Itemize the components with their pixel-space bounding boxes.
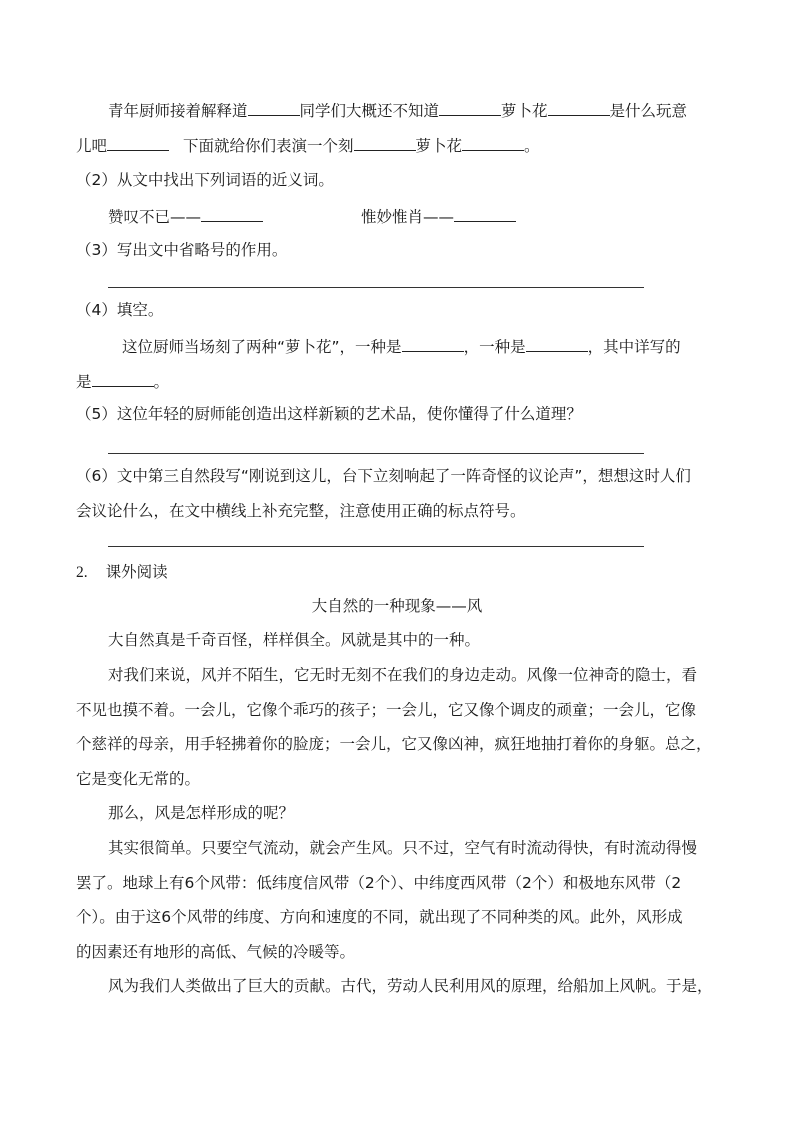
- synonym-row: [108, 205, 516, 227]
- passage-text: 是: [76, 373, 92, 391]
- fill-blank[interactable]: [248, 99, 300, 116]
- section-number: 2.: [76, 564, 88, 581]
- passage-text: 是什么玩意: [609, 102, 688, 120]
- answer-line[interactable]: [108, 546, 644, 547]
- question-2: [76, 170, 334, 190]
- passage-line: [76, 134, 540, 156]
- article-line: 个慈祥的母亲，用手轻拂着你的脸庞；一会儿，它又像凶神，疯狂地抽打着你的身躯。总之，: [76, 735, 712, 753]
- question-3: [76, 240, 287, 260]
- article-line: 罢了。地球上有6个风带：低纬度信风带（2个）、中纬度西风带（2个）和极地东风带（2: [76, 874, 682, 892]
- article-line: 其实很简单。只要空气流动，就会产生风。只不过，空气有时流动得快，有时流动得慢: [108, 839, 698, 857]
- passage-text: 。: [153, 373, 170, 391]
- fill-row: [76, 370, 169, 392]
- question-label: （6）文中第三自然段写“刚说到这儿，台下立刻响起了一阵奇怪的议论声”，想想这时人们: [76, 467, 691, 485]
- article-paragraph: 那么，风是怎样形成的呢？: [108, 804, 295, 822]
- passage-text: 儿吧: [76, 137, 108, 155]
- question-4: [76, 300, 163, 320]
- passage-text: 这位厨师当场刻了两种“萝卜花”，一种是: [122, 338, 402, 356]
- fill-blank[interactable]: [526, 335, 588, 352]
- question-label: （3）写出文中省略号的作用。: [76, 241, 288, 259]
- question-label: 会议论什么，在文中横线上补充完整，注意使用正确的标点符号。: [76, 502, 526, 520]
- article-line: 的因素还有地形的高低、气候的冷暖等。: [76, 943, 356, 961]
- passage-text: ，一种是: [463, 338, 526, 356]
- passage-text: 萝卜花: [501, 102, 548, 120]
- fill-blank[interactable]: [107, 134, 169, 151]
- fill-blank[interactable]: [354, 134, 416, 151]
- passage-line: [108, 99, 687, 121]
- passage-text: 萝卜花: [415, 137, 463, 155]
- article-line: 不见也摸不着。一会儿，它像个乖巧的孩子；一会儿，它又像个调皮的顽童；一会儿，它像: [76, 701, 697, 719]
- question-label: （5）这位年轻的厨师能创造出这样新颖的艺术品，使你懂得了什么道理？: [76, 405, 582, 423]
- article-paragraph: 大自然真是千奇百怪，样样俱全。风就是其中的一种。: [108, 631, 481, 649]
- question-label: （4）填空。: [76, 301, 164, 319]
- answer-line[interactable]: [108, 287, 644, 288]
- fill-blank[interactable]: [439, 99, 501, 116]
- passage-text: 下面就给你们表演一个刻: [183, 137, 354, 155]
- article-line: 个）。由于这6个风带的纬度、方向和速度的不同，就出现了不同种类的风。此外，风形成: [76, 908, 683, 926]
- question-6-cont: [76, 501, 526, 521]
- passage-text: 同学们大概还不知道: [299, 102, 440, 120]
- passage-text: ，其中详写的: [587, 338, 681, 356]
- article-title: 大自然的一种现象——风: [311, 597, 483, 615]
- question-label: （2）从文中找出下列词语的近义词。: [76, 171, 334, 189]
- question-5: [76, 404, 582, 424]
- passage-text: 。: [524, 137, 540, 155]
- fill-blank[interactable]: [462, 134, 524, 151]
- fill-blank[interactable]: [454, 205, 516, 222]
- article-line: 它是变化无常的。: [76, 770, 201, 788]
- fill-blank[interactable]: [92, 370, 154, 387]
- section-label: 课外阅读: [105, 563, 168, 581]
- synonym-item: 赞叹不已——: [108, 208, 202, 226]
- article-line: 风为我们人类做出了巨大的贡献。古代，劳动人民利用风的原理，给船加上风帆。于是，: [108, 977, 713, 995]
- article-line: 对我们来说，风并不陌生，它无时无刻不在我们的身边走动。风像一位神奇的隐士，看: [108, 666, 698, 684]
- fill-blank[interactable]: [201, 205, 263, 222]
- answer-line[interactable]: [108, 453, 644, 454]
- passage-text: 青年厨师接着解释道: [108, 102, 248, 120]
- section-heading: [76, 562, 168, 583]
- fill-row: [122, 335, 681, 357]
- question-6: [76, 466, 691, 486]
- fill-blank[interactable]: [548, 99, 610, 116]
- synonym-item: 惟妙惟肖——: [361, 208, 455, 226]
- fill-blank[interactable]: [402, 335, 464, 352]
